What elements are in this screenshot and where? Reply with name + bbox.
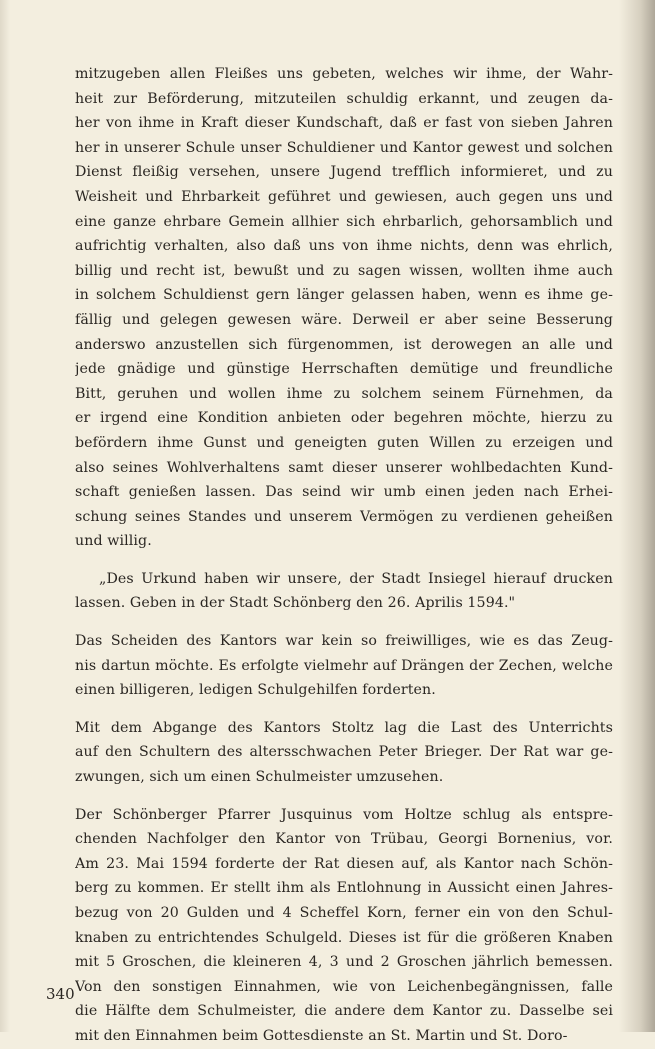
text-line: chenden Nachfolger den Kantor von Trübau, Georgi Bornenius, vor.: [75, 831, 613, 848]
text-line: knaben zu entrichtendes Schulgeld. Dieses ist für die größeren Knaben: [75, 929, 613, 946]
text-line: berg zu kommen. Er stellt ihm als Entlohnung in Aussicht einen Jahres-: [75, 880, 613, 897]
text-line: fällig und gelegen gewesen wäre. Derweil er aber seine Besserung: [75, 311, 613, 328]
text-line: nis dartun möchte. Es erfolgte vielmehr auf Drängen der Zechen, welche: [75, 657, 613, 674]
text-line: Weisheit und Ehrbarkeit geführet und gewiesen, auch gegen uns und: [75, 188, 613, 205]
text-line: Mit dem Abgange des Kantors Stoltz lag die Last des Unterrichts: [75, 719, 613, 736]
text-line: schaft genießen lassen. Das seind wir umb einen jeden nach Erhei-: [75, 484, 613, 501]
paragraph-gap: [75, 616, 613, 629]
page-gutter-shadow: [619, 0, 655, 1032]
text-line: Das Scheiden des Kantors war kein so freiwilliges, wie es das Zeug-: [75, 633, 613, 650]
paragraph-gap: [75, 790, 613, 803]
text-line: Von den sonstigen Einnahmen, wie von Leichenbegängnissen, falle: [75, 978, 613, 995]
text-line: in solchem Schuldienst gern länger gelassen haben, wenn es ihme ge-: [75, 287, 613, 304]
text-line: Dienst fleißig versehen, unsere Jugend trefflich informieret, und zu: [75, 164, 613, 181]
text-line: Der Schönberger Pfarrer Jusquinus vom Holtze schlug als entspre-: [75, 806, 613, 823]
text-line: jede gnädige und günstige Herrschaften demütige und freundliche: [75, 361, 613, 378]
text-line: anderswo anzustellen sich fürgenommen, ist derowegen an alle und: [75, 336, 613, 353]
text-line: her in unserer Schule unser Schuldiener und Kantor gewest und solchen: [75, 139, 613, 156]
paragraph: [75, 629, 613, 703]
paragraph-gap: [75, 703, 613, 716]
text-line: und willig.: [75, 533, 152, 550]
text-line: bezug von 20 Gulden und 4 Scheffel Korn, ferner ein von den Schul-: [75, 905, 613, 921]
paragraph-gap: [75, 554, 613, 567]
paragraph: [75, 716, 613, 790]
text-line: Am 23. Mai 1594 forderte der Rat diesen auf, als Kantor nach Schön-: [75, 855, 613, 872]
paragraph: [75, 62, 613, 554]
text-line: eine ganze ehrbare Gemein allhier sich ehrbarlich, gehorsamblich und: [75, 213, 613, 230]
text-line: einen billigeren, ledigen Schulgehilfen forderten.: [75, 682, 436, 699]
page-number: 340: [46, 985, 75, 1003]
text-line: her von ihme in Kraft dieser Kundschaft, daß er fast von sieben Jahren: [75, 115, 613, 132]
paragraph: [75, 803, 613, 1049]
text-line: die Hälfte dem Schulmeister, die andere dem Kantor zu. Dasselbe sei: [75, 1003, 613, 1020]
text-line: auf den Schultern des altersschwachen Peter Brieger. Der Rat war ge-: [75, 744, 613, 761]
text-line: zwungen, sich um einen Schulmeister umzusehen.: [75, 769, 444, 786]
text-line: befördern ihme Gunst und geneigten guten Willen zu erzeigen und: [75, 434, 613, 451]
text-line: heit zur Beförderung, mitzuteilen schuldig erkannt, und zeugen da-: [75, 90, 613, 107]
page-edge-shadow-left: [0, 0, 10, 1032]
text-line: „Des Urkund haben wir unsere, der Stadt Insiegel hierauf drucken: [99, 570, 613, 587]
text-line: mit den Einnahmen beim Gottesdienste an St. Martin und St. Doro-: [75, 1027, 568, 1044]
text-line: billig und recht ist, bewußt und zu sagen wissen, wollten ihme auch: [75, 262, 613, 279]
text-line: also seines Wohlverhaltens samt dieser unserer wohlbedachten Kund-: [75, 459, 613, 476]
page-body-text: [75, 62, 613, 1049]
text-line: mit 5 Groschen, die kleineren 4, 3 und 2 Groschen jährlich bemessen.: [75, 954, 613, 971]
text-line: schung seines Standes und unserem Vermögen zu verdienen geheißen: [75, 508, 613, 525]
text-line: Bitt, geruhen und wollen ihme zu solchem seinem Fürnehmen, da: [75, 385, 613, 402]
text-line: er irgend eine Kondition anbieten oder begehren möchte, hierzu zu: [75, 410, 613, 427]
text-line: aufrichtig verhalten, also daß uns von ihme nichts, denn was ehrlich,: [75, 238, 613, 255]
text-line: lassen. Geben in der Stadt Schönberg den 26. Aprilis 1594.": [75, 595, 516, 612]
text-line: mitzugeben allen Fleißes uns gebeten, welches wir ihme, der Wahr-: [75, 66, 613, 82]
paragraph: [75, 567, 613, 616]
